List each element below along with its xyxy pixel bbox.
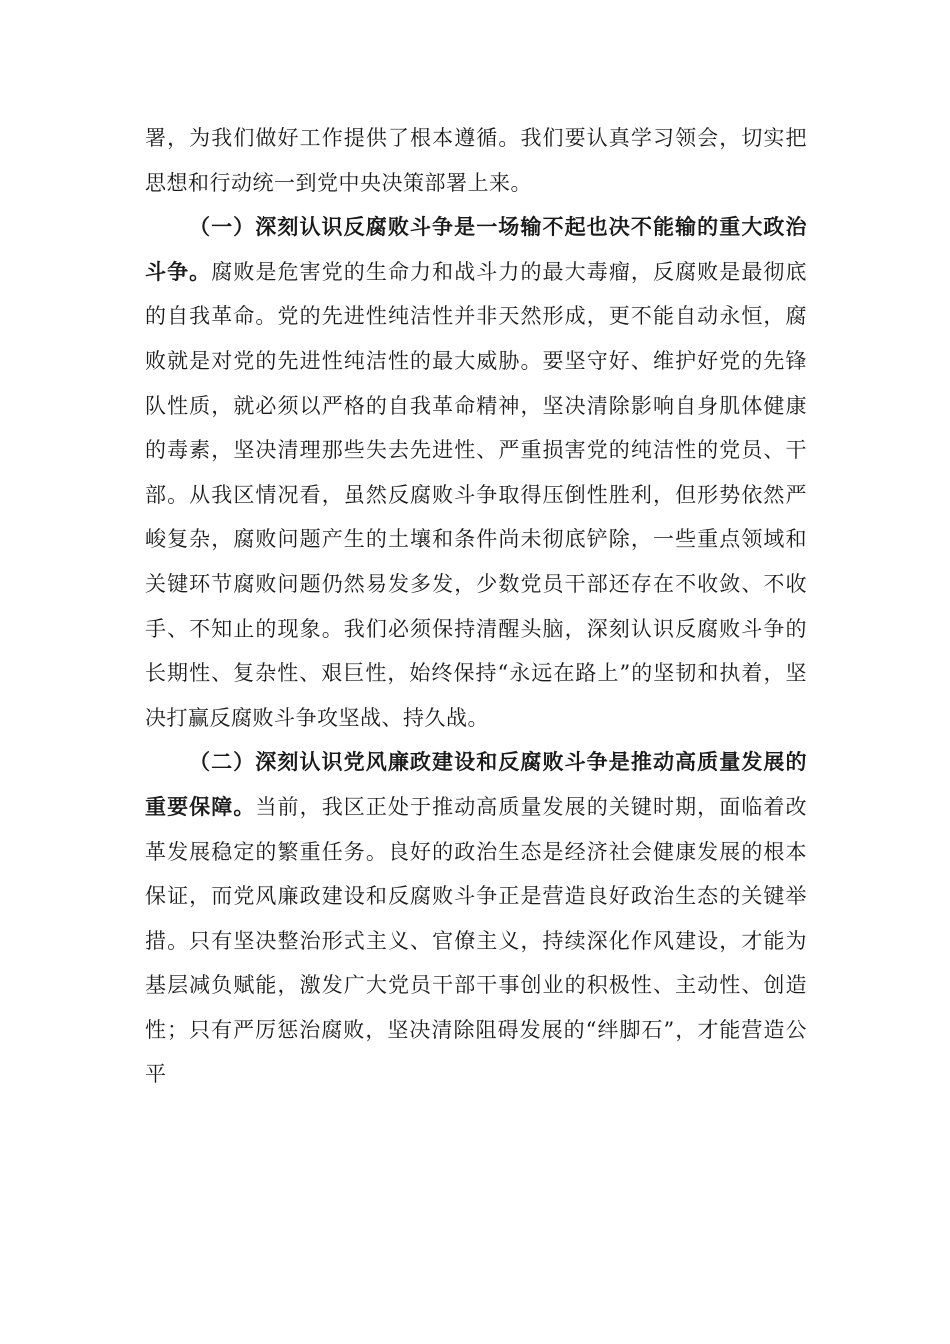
paragraph-section-2 bbox=[145, 740, 807, 1097]
paragraph-body: 腐败是危害党的生命力和战斗力的最大毒瘤，反腐败是最彻底的自我革命。党的先进性纯洁性并非天然形成，更不能自动永恒，腐败就是对党的先进性纯洁性的最大威胁。要坚守好、维护好党的先锋队性质，就必须以严格的自我革命精神，坚决清除影响自身肌体健康的毒素，坚决清理那些失去先进性、严重损害党的纯洁性的党员、干部。从我区情况看，虽然反腐败斗争取得压倒性胜利，但形势依然严峻复杂，腐败问题产生的土壤和条件尚未彻底铲除，一些重点领域和关键环节腐败问题仍然易发多发，少数党员干部还存在不收敛、不收手、不知止的现象。我们必须保持清醒头脑，深刻认识反腐败斗争的长期性、复杂性、艰巨性，始终保持“永远在路上”的坚韧和执着，坚决打赢反腐败斗争攻坚战、持久战。 bbox=[145, 259, 808, 730]
section-heading: （二）深刻认识党风廉政建设和反腐败斗争是推动高质量发展的重要保障。 bbox=[145, 750, 807, 819]
paragraph-body: 署，为我们做好工作提供了根本遵循。我们要认真学习领会，切实把思想和行动统一到党中央决策部署上来。 bbox=[145, 126, 807, 195]
paragraph-body: 当前，我区正处于推动高质量发展的关键时期，面临着改革发展稳定的繁重任务。良好的政治生态是经济社会健康发展的根本保证，而党风廉政建设和反腐败斗争正是营造良好政治生态的关键举措。只有坚决整治形式主义、官僚主义，持续深化作风建设，才能为基层减负赋能，激发广大党员干部干事创业的积极性、主动性、创造性；只有严厉惩治腐败，坚决清除阻碍发展的“绊脚石”，才能营造公平 bbox=[145, 794, 808, 1087]
section-heading: （一）深刻认识反腐败斗争是一场输不起也决不能输的重大政治斗争。 bbox=[145, 215, 807, 284]
paragraph-section-1 bbox=[145, 205, 807, 740]
document-page bbox=[145, 116, 807, 1097]
paragraph-intro bbox=[145, 116, 807, 205]
